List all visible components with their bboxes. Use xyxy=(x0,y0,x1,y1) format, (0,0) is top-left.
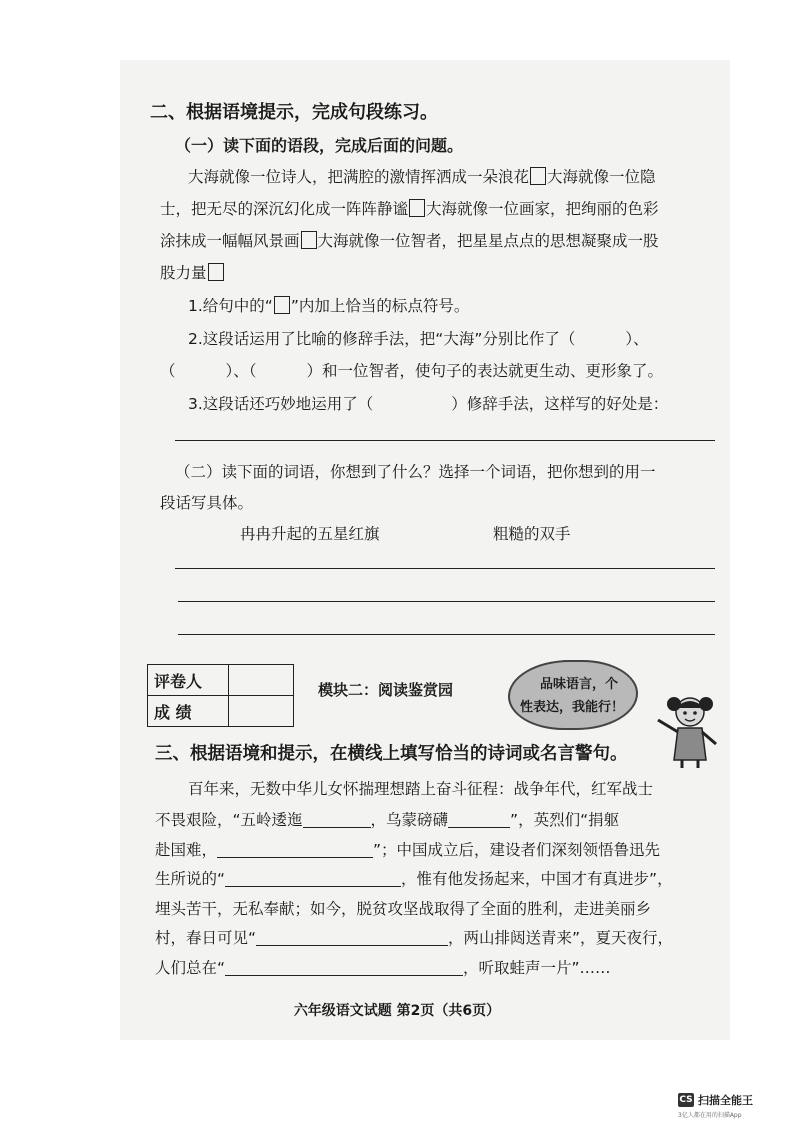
fill-blank-5[interactable] xyxy=(256,929,448,946)
question-text: ）修辞手法，这样写的好处是： xyxy=(451,395,669,413)
writing-line-1[interactable] xyxy=(175,568,715,569)
scanner-app-name: 扫描全能王 xyxy=(698,1094,753,1107)
bubble-text-2: 性表达，我能行！ xyxy=(520,700,625,715)
passage-text: 大海就像一位画家，把绚丽的色彩 xyxy=(426,200,659,218)
passage-text: 大海就像一位隐 xyxy=(547,168,656,186)
question-text: ）、（ xyxy=(225,362,257,380)
girl-cartoon-icon xyxy=(650,690,726,770)
score-cell[interactable] xyxy=(229,696,294,727)
word-option-1: 冉冉升起的五星红旗 xyxy=(240,525,380,543)
fill-blank-3[interactable] xyxy=(217,841,373,858)
box-symbol xyxy=(274,296,290,314)
module-title: 模块二：阅读鉴赏园 xyxy=(318,681,454,699)
page-footer: 六年级语文试题 第2页（共6页） xyxy=(293,1003,501,1019)
grader-label: 评卷人 xyxy=(148,665,229,696)
passage-text: 涂抹成一幅幅风景画 xyxy=(160,232,300,250)
answer-box-3[interactable] xyxy=(301,231,317,249)
section3-title: 三、根据语境和提示，在横线上填写恰当的诗词或名言警句。 xyxy=(155,744,628,764)
passage-line-2 xyxy=(160,197,659,219)
part2-heading-2: 段话写具体。 xyxy=(160,494,254,512)
scanner-app-tagline: 3亿人都在用的扫描App xyxy=(678,1112,742,1119)
passage-line-4 xyxy=(160,261,225,283)
question-text: 3.这段话还巧妙地运用了（ xyxy=(188,395,374,413)
question-2 xyxy=(188,327,649,349)
cs-logo-icon: CS xyxy=(679,1095,693,1105)
section3-line-1: 百年来，无数中华儿女怀揣理想踏上奋斗征程：战争年代，红军战士 xyxy=(188,780,654,798)
answer-box-4[interactable] xyxy=(208,263,224,281)
section3-text: 生所说的“ xyxy=(155,870,226,888)
passage-text: 股力量 xyxy=(160,264,207,282)
fill-blank-6[interactable] xyxy=(225,959,463,976)
question-2-cont xyxy=(160,359,663,381)
section3-line-6 xyxy=(155,926,673,948)
question-text: 1.给句中的“ xyxy=(188,297,273,315)
score-label: 成 绩 xyxy=(148,696,229,727)
section3-text: ”，英烈们“捐躯 xyxy=(510,811,620,829)
speech-bubble xyxy=(508,660,638,730)
grader-cell[interactable] xyxy=(229,665,294,696)
section3-text: 人们总在“ xyxy=(155,959,226,977)
passage-text: 大海就像一位智者，把星星点点的思想凝聚成一股 xyxy=(317,232,659,250)
question-text: 2.这段话运用了比喻的修辞手法，把“大海”分别比作了（ xyxy=(188,330,576,348)
section3-line-3 xyxy=(155,838,660,860)
section3-text: ”；中国成立后，建设者们深刻领悟鲁迅先 xyxy=(373,841,661,859)
answer-line[interactable] xyxy=(175,440,715,441)
writing-line-3[interactable] xyxy=(178,634,715,635)
part2-heading-1: （二）读下面的词语，你想到了什么？选择一个词语，把你想到的用一 xyxy=(175,463,656,481)
fill-blank-1[interactable] xyxy=(303,811,371,828)
section3-text: 不畏艰险，“五岭逶迤 xyxy=(155,811,303,829)
question-3 xyxy=(188,392,668,414)
question-1 xyxy=(188,294,469,316)
section3-text: 村，春日可见“ xyxy=(155,929,257,947)
answer-box-1[interactable] xyxy=(530,167,546,185)
section3-line-7 xyxy=(155,956,611,978)
section3-line-4 xyxy=(155,867,673,889)
answer-box-2[interactable] xyxy=(409,199,425,217)
word-option-2: 粗糙的双手 xyxy=(493,525,571,543)
passage-line-3 xyxy=(160,229,659,251)
question-text: ）、 xyxy=(625,330,649,348)
section2-title: 二、根据语境提示，完成句段练习。 xyxy=(150,102,438,123)
passage-text: 大海就像一位诗人，把满腔的激情挥洒成一朵浪花 xyxy=(188,168,530,186)
passage-line-1 xyxy=(188,165,656,187)
section3-text: ，两山排闼送青来”，夏天夜行， xyxy=(448,929,674,947)
section3-text: 赴国难， xyxy=(155,841,218,859)
question-text: ）和一位智者，使句子的表达就更生动、更形象了。 xyxy=(306,362,664,380)
fill-blank-2[interactable] xyxy=(448,811,510,828)
bubble-text-1: 品味语言，个 xyxy=(540,677,619,692)
question-text: （ xyxy=(160,362,176,380)
section3-text: ，乌蒙磅礴 xyxy=(370,811,449,829)
section3-line-5: 埋头苦干，无私奉献；如今，脱贫攻坚战取得了全面的胜利，走进美丽乡 xyxy=(155,900,652,918)
writing-line-2[interactable] xyxy=(178,601,715,602)
passage-text: 士，把无尽的深沉幻化成一阵阵静谧 xyxy=(160,200,409,218)
question-text: ”内加上恰当的标点符号。 xyxy=(290,297,470,315)
section3-text: ，惟有他发扬起来，中国才有真进步”， xyxy=(401,870,673,888)
section3-text: ，听取蛙声一片”…… xyxy=(463,959,611,977)
grade-table xyxy=(147,664,294,727)
fill-blank-4[interactable] xyxy=(225,870,401,887)
section3-line-2 xyxy=(155,808,619,830)
part1-heading: （一）读下面的语段，完成后面的问题。 xyxy=(175,136,464,155)
